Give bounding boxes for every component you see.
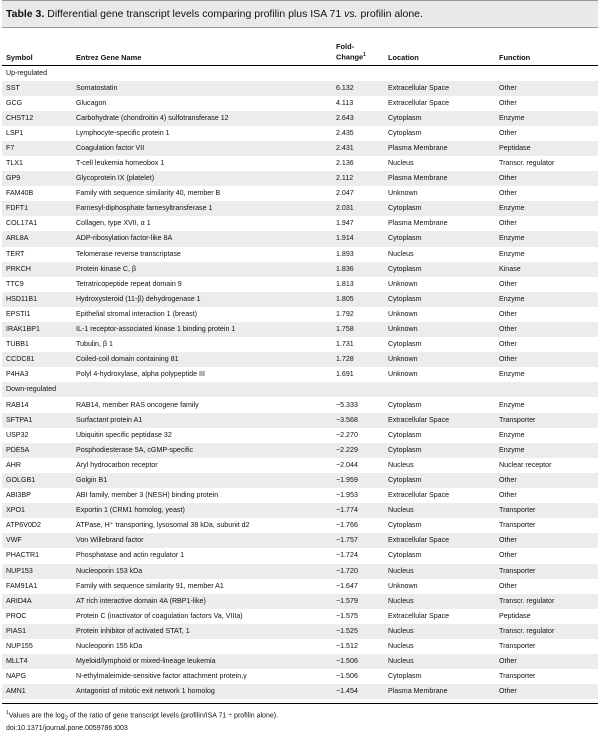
cell-fold-change: 1.947: [336, 219, 354, 228]
cell-fold-change: −1.506: [336, 672, 358, 681]
cell-entrez-name: Protein kinase C, β: [72, 262, 332, 277]
table-row: [2, 111, 598, 126]
table-row: [2, 533, 598, 548]
table-row: [2, 518, 598, 533]
cell-symbol: EPSTI1: [6, 309, 31, 318]
table-row: [2, 307, 598, 322]
cell-function: Transporter: [495, 564, 598, 579]
cell-symbol: TLX1: [6, 159, 23, 168]
cell-fold-change: −1.720: [332, 564, 384, 579]
table-row: [2, 594, 598, 609]
footnote-sub: 2: [64, 716, 68, 723]
table-body: [2, 65, 598, 699]
section-label: Down-regulated: [2, 382, 598, 397]
cell-entrez-name: Epithelial stromal interaction 1 (breast): [76, 309, 198, 318]
cell-function: Other: [495, 171, 598, 186]
cell-symbol: COL17A1: [6, 219, 38, 228]
cell-fold-change: 2.112: [332, 171, 384, 186]
cell-fold-change: 4.113: [336, 98, 354, 107]
cell-function: Transcr. regulator: [495, 594, 598, 609]
table-row: [2, 186, 598, 201]
cell-location: Nucleus: [384, 594, 495, 609]
table-row: [2, 216, 598, 231]
table-row: [2, 488, 598, 503]
cell-function: Enzyme: [499, 400, 525, 409]
cell-location: Nucleus: [388, 642, 414, 651]
header-fold-line1: Fold-: [336, 42, 355, 52]
cell-location: Nucleus: [388, 159, 414, 168]
cell-location: Unknown: [388, 370, 418, 379]
section-label: Up-regulated: [6, 68, 48, 77]
cell-symbol: GP9: [2, 171, 72, 186]
cell-entrez-name: Nucleoporin 155 kDa: [76, 642, 143, 651]
cell-location: Nucleus: [384, 503, 495, 518]
cell-function: Other: [495, 533, 598, 548]
table-row: [2, 81, 598, 96]
table-row: [2, 579, 598, 594]
footnote-text-a: Values are the log: [8, 712, 65, 720]
table-row: [2, 624, 598, 639]
cell-location: Cytoplasm: [384, 201, 495, 216]
table-caption: [2, 0, 598, 28]
cell-location: Cytoplasm: [388, 340, 422, 349]
cell-symbol: TTC9: [6, 279, 24, 288]
cell-fold-change: 1.914: [332, 231, 384, 246]
cell-function: Other: [499, 279, 517, 288]
cell-location: Unknown: [388, 189, 418, 198]
cell-symbol: NAPG: [6, 672, 27, 681]
cell-symbol: AHR: [6, 460, 21, 469]
cell-entrez-name: Coiled-coil domain containing 81: [72, 352, 332, 367]
header-function: Function: [495, 28, 598, 65]
cell-entrez-name: Family with sequence similarity 91, member A1: [76, 581, 224, 590]
cell-entrez-name: Antagonist of mitotic exit network 1 homolog: [72, 684, 332, 699]
cell-location: Cytoplasm: [384, 231, 495, 246]
cell-fold-change: 2.435: [336, 128, 354, 137]
caption-text: Differential gene transcript levels comparing profilin plus ISA 71: [47, 8, 342, 20]
table-row: [2, 156, 598, 171]
cell-function: Transporter: [499, 521, 536, 530]
cell-function: Transcr. regulator: [495, 624, 598, 639]
cell-entrez-name: Phosphatase and actin regulator 1: [76, 551, 185, 560]
caption-vs: vs.: [344, 8, 358, 20]
cell-entrez-name: IL-1 receptor-associated kinase 1 binding protein 1: [72, 322, 332, 337]
cell-location: Extracellular Space: [388, 98, 450, 107]
cell-location: Plasma Membrane: [384, 171, 495, 186]
cell-fold-change: −1.506: [332, 654, 384, 669]
cell-fold-change: −1.774: [332, 503, 384, 518]
cell-function: Other: [495, 322, 598, 337]
cell-function: Other: [499, 551, 517, 560]
cell-function: Enzyme: [495, 292, 598, 307]
header-symbol: Symbol: [2, 28, 72, 65]
cell-symbol: USP32: [6, 430, 29, 439]
cell-location: Unknown: [388, 309, 418, 318]
cell-symbol: PDE5A: [2, 443, 72, 458]
cell-entrez-name: Glycoprotein IX (platelet): [72, 171, 332, 186]
cell-fold-change: 1.813: [336, 279, 354, 288]
cell-location: Unknown: [384, 352, 495, 367]
cell-location: Cytoplasm: [388, 400, 422, 409]
cell-entrez-name: Family with sequence similarity 40, member B: [76, 189, 221, 198]
cell-function: Enzyme: [499, 249, 525, 258]
cell-location: Cytoplasm: [384, 473, 495, 488]
cell-entrez-name: Myeloid/lymphoid or mixed-lineage leukemia: [72, 654, 332, 669]
cell-fold-change: −1.525: [332, 624, 384, 639]
cell-entrez-name: Protein inhibitor of activated STAT, 1: [72, 624, 332, 639]
cell-entrez-name: Tetratricopeptide repeat domain 9: [76, 279, 182, 288]
cell-fold-change: 6.132: [332, 81, 384, 96]
cell-function: Transporter: [495, 413, 598, 428]
cell-fold-change: 1.731: [336, 340, 354, 349]
cell-symbol: AMN1: [2, 684, 72, 699]
cell-symbol: GOLGB1: [2, 473, 72, 488]
cell-symbol: FAM40B: [6, 189, 34, 198]
footnote-doi: doi:10.1371/journal.pone.0059786.t003: [6, 725, 128, 733]
header-location: Location: [384, 28, 495, 65]
table-row: [2, 443, 598, 458]
cell-symbol: ATP6V0D2: [6, 521, 41, 530]
cell-entrez-name: Carbohydrate (chondroitin 4) sulfotransferase 12: [72, 111, 332, 126]
cell-location: Cytoplasm: [384, 443, 495, 458]
cell-symbol: CHST12: [2, 111, 72, 126]
table-row: [2, 397, 598, 412]
cell-entrez-name: Nucleoporin 153 kDa: [72, 564, 332, 579]
table-row: [2, 126, 598, 141]
table-row: [2, 654, 598, 669]
cell-fold-change: 1.805: [332, 292, 384, 307]
cell-symbol: HSD11B1: [2, 292, 72, 307]
cell-location: Plasma Membrane: [384, 141, 495, 156]
cell-function: Other: [499, 98, 517, 107]
table-row: [2, 231, 598, 246]
table-container: [2, 0, 598, 733]
cell-entrez-name: Polyl 4-hydroxylase, alpha polypeptide III: [76, 370, 205, 379]
table-row: [2, 292, 598, 307]
table-row: [2, 609, 598, 624]
cell-symbol: VWF: [2, 533, 72, 548]
cell-location: Nucleus: [384, 654, 495, 669]
cell-symbol: CCDC81: [2, 352, 72, 367]
caption-text-end: profilin alone.: [360, 8, 423, 20]
cell-location: Extracellular Space: [384, 533, 495, 548]
cell-entrez-name: Posphodiesterase 5A, cGMP-specific: [72, 443, 332, 458]
cell-fold-change: 1.728: [332, 352, 384, 367]
table-row: [2, 669, 598, 684]
cell-entrez-name: ATPase, H⁺ transporting, lysosomal 38 kDa, subunit d2: [76, 521, 250, 530]
cell-fold-change: 2.047: [336, 189, 354, 198]
cell-fold-change: −5.333: [336, 400, 358, 409]
cell-symbol: TERT: [6, 249, 25, 258]
cell-symbol: PROC: [6, 611, 27, 620]
cell-function: Enzyme: [495, 201, 598, 216]
table-row: [2, 352, 598, 367]
cell-function: Transporter: [499, 672, 536, 681]
cell-function: Other: [499, 581, 517, 590]
cell-function: Other: [499, 491, 517, 500]
cell-location: Nucleus: [388, 460, 414, 469]
cell-entrez-name: Exportin 1 (CRM1 homolog, yeast): [72, 503, 332, 518]
cell-entrez-name: Ubiquitin specific peptidase 32: [76, 430, 172, 439]
table-row: [2, 473, 598, 488]
cell-fold-change: −1.575: [336, 611, 358, 620]
cell-function: Other: [495, 684, 598, 699]
cell-location: Cytoplasm: [388, 521, 422, 530]
cell-location: Extracellular Space: [388, 611, 450, 620]
table-row: [2, 684, 598, 699]
table-row: [2, 337, 598, 352]
cell-entrez-name: Lymphocyte-specific protein 1: [76, 128, 170, 137]
cell-location: Unknown: [388, 581, 418, 590]
table-row: [2, 247, 598, 262]
table-row: [2, 201, 598, 216]
cell-entrez-name: Tubulin, β 1: [76, 340, 113, 349]
table-row: [2, 413, 598, 428]
cell-symbol: PIAS1: [2, 624, 72, 639]
cell-fold-change: 1.691: [336, 370, 354, 379]
cell-fold-change: −1.512: [336, 642, 358, 651]
cell-entrez-name: AT rich interactive domain 4A (RBP1-like): [72, 594, 332, 609]
cell-function: Transcr. regulator: [499, 159, 555, 168]
cell-function: Enzyme: [499, 370, 525, 379]
table-row: [2, 322, 598, 337]
cell-function: Kinase: [495, 262, 598, 277]
cell-location: Nucleus: [384, 564, 495, 579]
cell-function: Other: [495, 81, 598, 96]
cell-function: Peptidase: [499, 611, 531, 620]
table-row: [2, 548, 598, 563]
cell-function: Transporter: [495, 503, 598, 518]
cell-function: Other: [499, 128, 517, 137]
cell-symbol: FDFT1: [2, 201, 72, 216]
cell-fold-change: −3.568: [332, 413, 384, 428]
cell-function: Nuclear receptor: [499, 460, 552, 469]
cell-fold-change: −2.229: [332, 443, 384, 458]
caption-label: Table 3.: [6, 8, 45, 20]
cell-entrez-name: Somatostatin: [72, 81, 332, 96]
cell-fold-change: −1.647: [336, 581, 358, 590]
cell-fold-change: −1.757: [332, 533, 384, 548]
cell-fold-change: −1.959: [332, 473, 384, 488]
cell-location: Cytoplasm: [384, 292, 495, 307]
cell-entrez-name: Telomerase reverse transcriptase: [76, 249, 181, 258]
cell-symbol: PRKCH: [2, 262, 72, 277]
table-row: [2, 171, 598, 186]
cell-location: Nucleus: [384, 624, 495, 639]
cell-symbol: NUP153: [2, 564, 72, 579]
table-row: [2, 458, 598, 473]
cell-function: Enzyme: [495, 231, 598, 246]
cell-function: Transporter: [499, 642, 536, 651]
cell-entrez-name: Golgin B1: [72, 473, 332, 488]
cell-entrez-name: Hydroxysteroid (11-β) dehydrogenase 1: [72, 292, 332, 307]
cell-entrez-name: Coagulation factor VII: [72, 141, 332, 156]
cell-location: Unknown: [384, 322, 495, 337]
cell-location: Cytoplasm: [388, 551, 422, 560]
cell-entrez-name: Protein C (inactivator of coagulation factors Va, VIIIa): [76, 611, 243, 620]
cell-fold-change: 2.643: [332, 111, 384, 126]
cell-location: Cytoplasm: [388, 430, 422, 439]
cell-symbol: RAB14: [6, 400, 29, 409]
cell-function: Other: [499, 189, 517, 198]
cell-location: Plasma Membrane: [388, 219, 448, 228]
table-row: [2, 564, 598, 579]
cell-symbol: LSP1: [6, 128, 24, 137]
cell-fold-change: 2.136: [336, 159, 354, 168]
cell-symbol: GCG: [6, 98, 23, 107]
section-row: [2, 382, 598, 397]
cell-location: Nucleus: [388, 249, 414, 258]
cell-location: Unknown: [388, 279, 418, 288]
table-header-row: [2, 28, 598, 65]
cell-function: Enzyme: [495, 443, 598, 458]
cell-symbol: P4HA3: [6, 370, 29, 379]
cell-location: Cytoplasm: [384, 111, 495, 126]
cell-fold-change: −1.953: [336, 491, 358, 500]
table-row: [2, 262, 598, 277]
cell-fold-change: 1.758: [332, 322, 384, 337]
table-row: [2, 503, 598, 518]
header-entrez: Entrez Gene Name: [72, 28, 332, 65]
cell-entrez-name: ABI family, member 3 (NESH) binding protein: [76, 491, 219, 500]
cell-symbol: FAM91A1: [6, 581, 38, 590]
header-fold-sup: 1: [363, 52, 366, 59]
cell-symbol: SFTPA1: [2, 413, 72, 428]
cell-location: Plasma Membrane: [384, 684, 495, 699]
cell-symbol: SST: [2, 81, 72, 96]
cell-function: Peptidase: [495, 141, 598, 156]
cell-function: Other: [499, 309, 517, 318]
cell-fold-change: −2.044: [336, 460, 358, 469]
cell-symbol: XPO1: [2, 503, 72, 518]
table-row: [2, 141, 598, 156]
cell-entrez-name: Aryl hydrocarbon receptor: [76, 460, 158, 469]
cell-entrez-name: Glucagon: [76, 98, 107, 107]
cell-function: Other: [495, 473, 598, 488]
cell-location: Cytoplasm: [388, 672, 422, 681]
cell-fold-change: 1.893: [336, 249, 354, 258]
gene-table: [2, 28, 598, 699]
cell-function: Enzyme: [495, 111, 598, 126]
cell-entrez-name: N-ethylmaleimide-sensitive factor attachment protein,γ: [76, 672, 247, 681]
cell-location: Extracellular Space: [384, 81, 495, 96]
table-row: [2, 428, 598, 443]
cell-fold-change: 2.031: [332, 201, 384, 216]
cell-symbol: F7: [2, 141, 72, 156]
cell-symbol: ABI3BP: [6, 491, 31, 500]
cell-entrez-name: Collagen, type XVII, α 1: [76, 219, 151, 228]
table-row: [2, 367, 598, 382]
cell-fold-change: 1.836: [332, 262, 384, 277]
cell-symbol: NUP155: [6, 642, 33, 651]
cell-entrez-name: T-cell leukemia homeobox 1: [76, 159, 165, 168]
cell-fold-change: −1.724: [336, 551, 358, 560]
cell-location: Extracellular Space: [384, 413, 495, 428]
cell-location: Cytoplasm: [388, 128, 422, 137]
cell-entrez-name: Surfactant protein A1: [72, 413, 332, 428]
table-row: [2, 639, 598, 654]
cell-location: Extracellular Space: [388, 491, 450, 500]
cell-location: Cytoplasm: [384, 262, 495, 277]
section-row: [2, 65, 598, 81]
table-row: [2, 277, 598, 292]
cell-symbol: MLLT4: [2, 654, 72, 669]
cell-fold-change: −2.270: [336, 430, 358, 439]
cell-fold-change: −1.579: [332, 594, 384, 609]
footnote-text-b: of the ratio of gene transcript levels (profilin/ISA 71 ÷ profilin alone).: [67, 712, 279, 720]
cell-fold-change: 2.431: [332, 141, 384, 156]
header-fold-line2: Change: [336, 52, 364, 62]
cell-entrez-name: ADP-ribosylation factor-like 8A: [72, 231, 332, 246]
cell-function: Other: [495, 654, 598, 669]
cell-entrez-name: Von Willebrand factor: [72, 533, 332, 548]
cell-entrez-name: RAB14, member RAS oncogene family: [76, 400, 199, 409]
footnote-sup: 1: [6, 710, 9, 717]
cell-function: Enzyme: [499, 430, 525, 439]
header-fold-change: [332, 28, 384, 65]
cell-symbol: TUBB1: [6, 340, 29, 349]
table-footnote: [2, 703, 598, 733]
cell-symbol: PHACTR1: [6, 551, 40, 560]
cell-symbol: ARL8A: [2, 231, 72, 246]
cell-function: Other: [495, 352, 598, 367]
cell-symbol: IRAK1BP1: [2, 322, 72, 337]
table-row: [2, 96, 598, 111]
cell-function: Other: [499, 219, 517, 228]
cell-entrez-name: Farnesyl-diphosphate farnesyltransferase 1: [72, 201, 332, 216]
cell-fold-change: −1.454: [332, 684, 384, 699]
footnote-line: [6, 709, 598, 724]
cell-function: Other: [499, 340, 517, 349]
cell-symbol: ARID4A: [2, 594, 72, 609]
cell-fold-change: 1.792: [336, 309, 354, 318]
cell-fold-change: −1.766: [336, 521, 358, 530]
